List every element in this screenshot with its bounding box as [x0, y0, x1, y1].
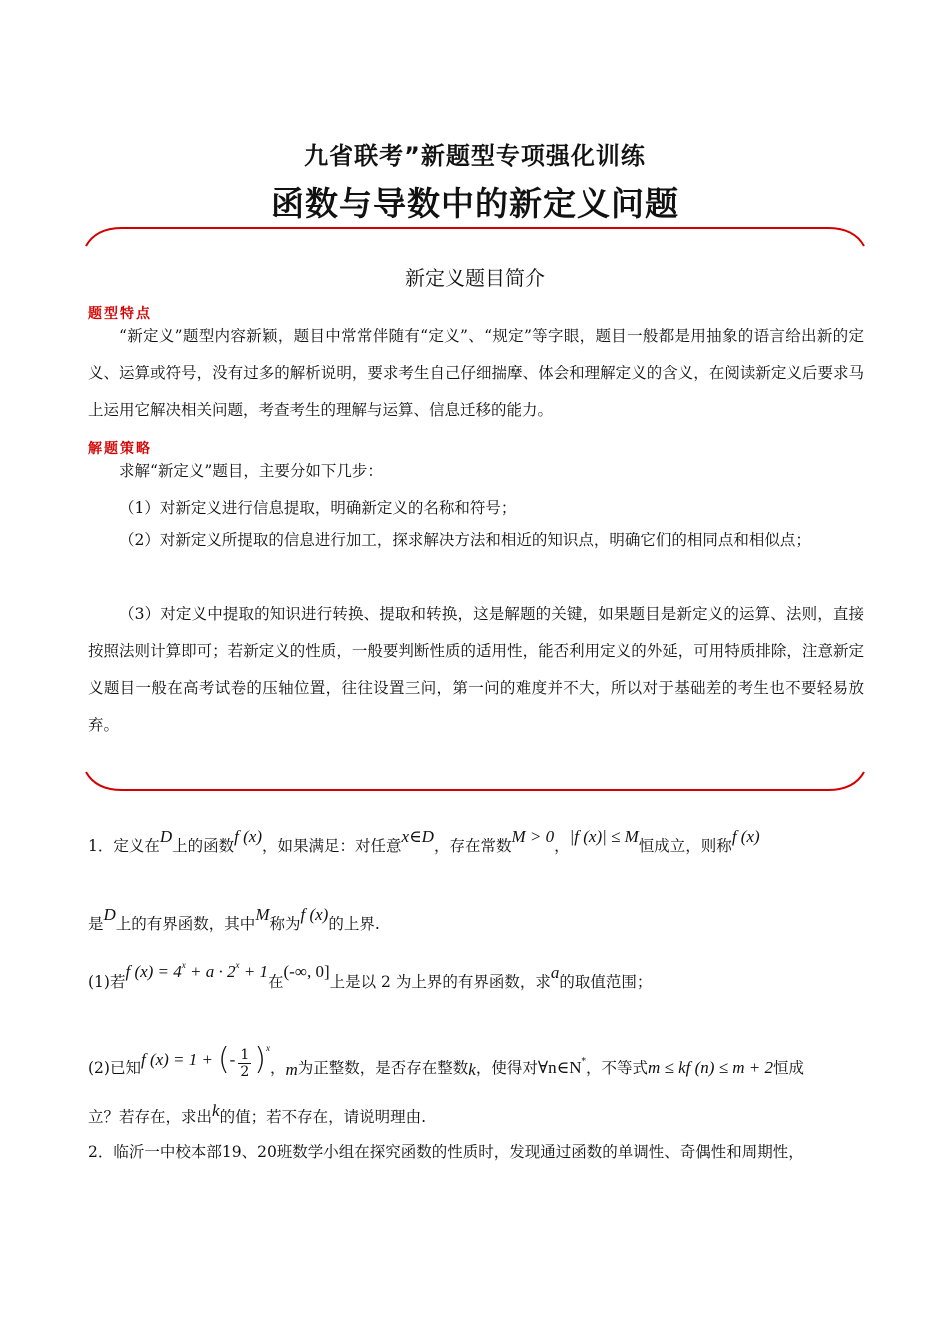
strategy-step-1: （1）对新定义进行信息提取，明确新定义的名称和符号； — [119, 499, 517, 517]
problem-2-line-1: 2．临沂一中校本部19、20班数学小组在探究函数的性质时，发现通过函数的单调性、奇偶性和周期性， — [88, 1143, 804, 1161]
problem-1-question-2-line-2: 立？若存在，求出k的值；若不存在，请说明理由. — [88, 1101, 426, 1126]
document-title: 函数与导数中的新定义问题 — [271, 184, 679, 223]
right-paren: ) — [254, 1042, 266, 1077]
problem-1-line-2: 是D上的有界函数，其中M称为f (x)的上界. — [88, 905, 380, 933]
label-features: 题型特点 — [88, 306, 152, 322]
left-paren: ( — [217, 1042, 230, 1077]
strategy-lead: 求解“新定义”题目，主要分如下几步： — [119, 462, 383, 480]
problem-1-line-1: 1．定义在D上的函数f (x)，如果满足：对任意x∈D，存在常数M > 0，|f (x)| ≤ M恒成立，则称f (x) — [88, 827, 760, 855]
label-strategy: 解题策略 — [88, 441, 152, 457]
document-subtitle: 九省联考”新题型专项强化训练 — [304, 142, 646, 170]
fraction-one-half: $\frac{1}{2}$ — [240, 1046, 250, 1080]
strategy-step-3: （3）对定义中提取的知识进行转换、提取和转换，这是解题的关键，如果题目是新定义的运算、法则，直接按照法则计算即可；若新定义的性质，一般要判断性质的适用性，能否利用定义的外延，可用特质排除，注意新定义题目一般在高考试卷的压轴位置，往往设置三问，第一问的难度并不大，所以对于基础差的考生也不要轻易放弃。 — [88, 605, 864, 734]
q1-function: f $(x) = 4^x + a \cdot 2^x + 1$ — [125, 960, 268, 981]
bottom-arc-divider — [86, 772, 864, 790]
problem-1-question-1: (1)若f $(x) = 4^x + a \cdot 2^x + 1$在(-∞, 0]上是以 2 为上界的有界函数，求a的取值范围； — [88, 960, 653, 991]
strategy-step-2: （2）对新定义所提取的信息进行加工，探求解决方法和相近的知识点，明确它们的相同点和相似点； — [119, 531, 811, 549]
features-paragraph: “新定义”题型内容新颖，题目中常常伴随有“定义”、“规定”等字眼，题目一般都是用抽象的语言给出新的定义、运算或符号，没有过多的解析说明，要求考生自己仔细揣摩、体会和理解定义的含义，在阅读新定义后要求马上运用它解决相关问题，考查考生的理解与运算、信息迁移的能力。 — [88, 327, 864, 419]
section-title: 新定义题目简介 — [405, 266, 545, 290]
top-arc-divider — [86, 228, 864, 246]
problem-1-question-2: (2)已知f (x) = 1 + (- $\frac{1}{2}$ )$^x$，m为正整数，是否存在整数k，使得对∀n∈N*，不等式m ≤ kf (n) ≤ m + 2恒成 — [88, 1042, 805, 1080]
